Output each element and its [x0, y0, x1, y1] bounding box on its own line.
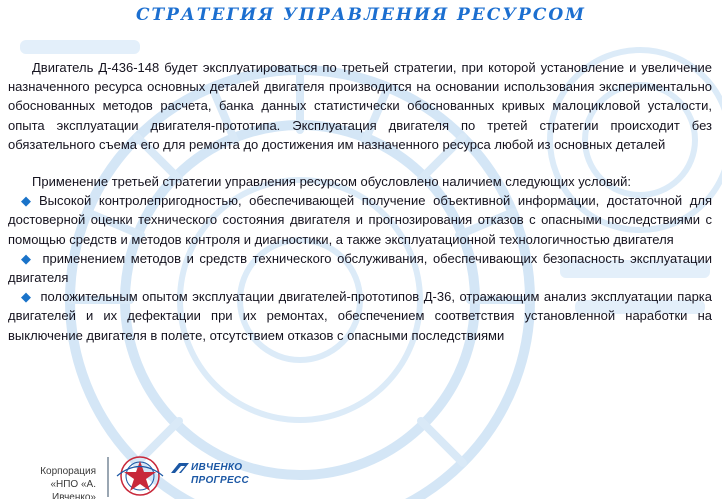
- brand-logo: [170, 459, 260, 495]
- conditions-paragraph: Применение третьей стратегии управления ресурсом обусловлено наличием следующих условий:: [32, 174, 632, 190]
- corp-line-2: «НПО «А. Ивченко»: [50, 479, 96, 499]
- ivchenko-mark-icon: [170, 461, 190, 475]
- footer: [0, 449, 722, 499]
- brand-sub: ПРОГРЕСС: [191, 475, 249, 486]
- corp-line-1: Корпорация: [40, 466, 96, 477]
- bullet-item-1: ◆ Высокой контролепригодностью, обеспечивающей получение объективной информации, достаточной для достоверной оценки технического состояния двигателя и прогнозирования отказов с опасными последствиями с помощью средств и методов контроля и диагностики, а также эксплуатационной технологичностью двигателя: [8, 191, 712, 249]
- star-emblem-icon: [113, 455, 167, 497]
- footer-divider: [107, 457, 109, 497]
- intro-paragraph: Двигатель Д-436-148 будет эксплуатироваться по третьей стратегии, при которой установление и увеличение назначенного ресурса основных деталей двигателя производится на основании использования экспериментально обоснованных методов расчета, банка данных статистически обоснованных кривых малоцикловой усталости, опыта эксплуатации двигателя-прототипа. Эксплуатация двигателя по третей стратегии происходит без обязательного съема его для ремонта до достижения им назначенного ресурса любой из основных деталей: [8, 60, 712, 152]
- bullet-item-3: ◆ положительным опытом эксплуатации двигателей-прототипов Д-36, отражающим анализ эксплуатации парка двигателей и их дефектации при их ремонтах, обеспечением соответствия установленной наработки на выключение двигателя в полете, отсутствием отказов с опасными последствиями: [8, 287, 712, 345]
- brand-name: ИВЧЕНКО: [191, 462, 243, 473]
- bullet-item-2: ◆ применением методов и средств технического обслуживания, обеспечивающих безопасность эксплуатации двигателя: [8, 249, 712, 287]
- slide-body: [8, 58, 712, 345]
- corporation-label: [4, 465, 96, 499]
- slide-title: СТРАТЕГИЯ УПРАВЛЕНИЯ РЕСУРСОМ: [135, 5, 586, 25]
